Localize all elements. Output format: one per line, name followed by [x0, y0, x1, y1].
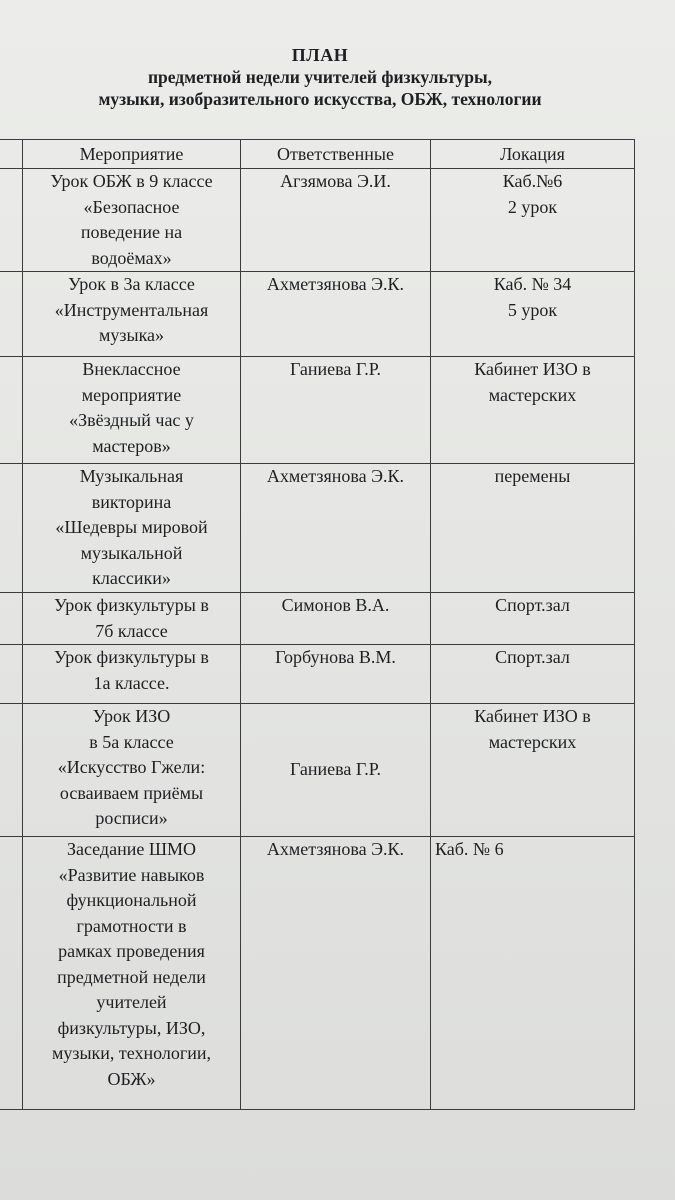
document-title: ПЛАН	[291, 45, 349, 65]
responsible-cell: Ахметзянова Э.К.	[241, 464, 431, 593]
responsible-cell: Ганиева Г.Р.	[241, 704, 431, 837]
document-heading	[0, 44, 640, 110]
table-header-row	[0, 140, 635, 169]
number-column-header	[0, 140, 23, 169]
event-cell: Урок ОБЖ в 9 классе «Безопасное поведение на водоёмах»	[23, 169, 241, 272]
location-cell: Каб.№6 2 урок	[431, 169, 635, 272]
table-row	[0, 272, 635, 357]
table-row	[0, 464, 635, 593]
event-column-header: Мероприятие	[23, 140, 241, 169]
event-cell: Урок в 3а классе «Инструментальная музыка»	[23, 272, 241, 357]
event-cell: Заседание ШМО «Развитие навыков функциональной грамотности в рамках проведения предметной недели учителей физкультуры, ИЗО, музыки, технологии, ОБЖ»	[23, 837, 241, 1110]
row-number-cell	[0, 464, 23, 593]
location-cell: Кабинет ИЗО в мастерских	[431, 357, 635, 464]
responsible-cell: Горбунова В.М.	[241, 645, 431, 704]
table-row	[0, 645, 635, 704]
row-number-cell	[0, 593, 23, 645]
table-row	[0, 704, 635, 837]
responsible-cell: Ганиева Г.Р.	[241, 357, 431, 464]
row-number-cell	[0, 357, 23, 464]
responsible-cell: Ахметзянова Э.К.	[241, 837, 431, 1110]
location-cell: Спорт.зал	[431, 593, 635, 645]
event-cell: Урок физкультуры в 7б классе	[23, 593, 241, 645]
row-number-cell	[0, 837, 23, 1110]
location-cell: Каб. № 6	[431, 837, 635, 1110]
row-number-cell	[0, 272, 23, 357]
location-column-header: Локация	[431, 140, 635, 169]
table-row	[0, 837, 635, 1110]
row-number-cell	[0, 645, 23, 704]
responsible-cell: Агзямова Э.И.	[241, 169, 431, 272]
event-cell: Музыкальная викторина «Шедевры мировой музыкальной классики»	[23, 464, 241, 593]
location-cell: перемены	[431, 464, 635, 593]
row-number-cell	[0, 704, 23, 837]
responsible-cell: Симонов В.А.	[241, 593, 431, 645]
location-cell: Спорт.зал	[431, 645, 635, 704]
responsible-column-header: Ответственные	[241, 140, 431, 169]
event-cell: Урок физкультуры в 1а классе.	[23, 645, 241, 704]
table-row	[0, 169, 635, 272]
location-cell: Кабинет ИЗО в мастерских	[431, 704, 635, 837]
table-row	[0, 357, 635, 464]
event-cell: Внеклассное мероприятие «Звёздный час у мастеров»	[23, 357, 241, 464]
document-subtitle-line1: предметной недели учителей физкультуры,	[147, 67, 493, 87]
row-number-cell	[0, 169, 23, 272]
document-subtitle-line2: музыки, изобразительного искусства, ОБЖ, технологии	[98, 89, 542, 109]
plan-table	[0, 139, 635, 1110]
table-row	[0, 593, 635, 645]
event-cell: Урок ИЗО в 5а классе «Искусство Гжели: осваиваем приёмы росписи»	[23, 704, 241, 837]
location-cell: Каб. № 34 5 урок	[431, 272, 635, 357]
responsible-cell: Ахметзянова Э.К.	[241, 272, 431, 357]
